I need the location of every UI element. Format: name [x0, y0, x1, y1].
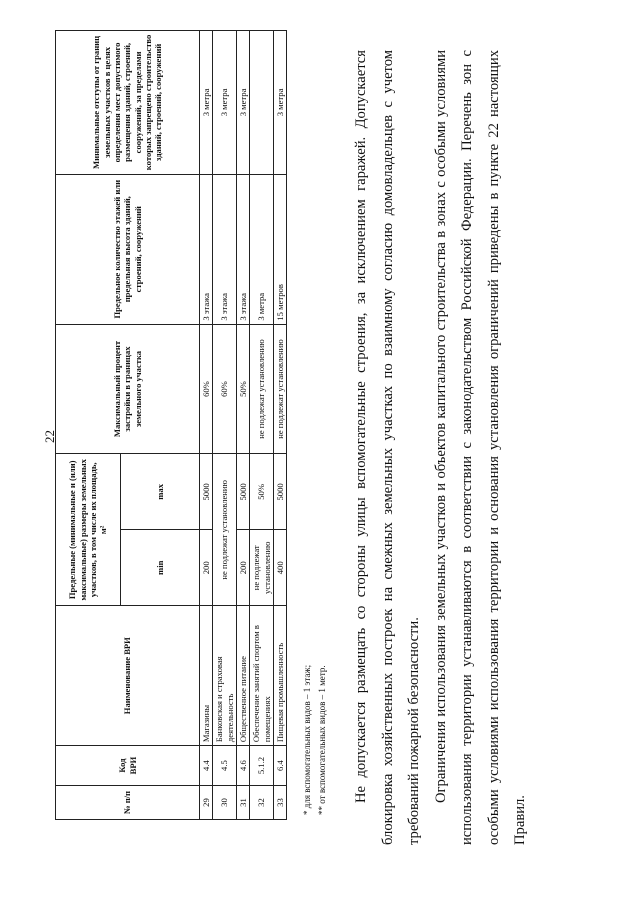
cell-max: 50% [250, 454, 274, 530]
cell-setback [250, 31, 274, 175]
table-row [200, 31, 213, 820]
cell-name: Общественное питание [236, 606, 249, 746]
header-area: Предельные (минимальные и (или) максимальные) размеры земельных участков, в том числе их площадь, м² [56, 454, 121, 606]
cell-percent: не подлежат установлению [273, 324, 286, 454]
cell-percent: не подлежат установлению [250, 324, 274, 454]
cell-floors: 3 этажа [236, 174, 249, 324]
cell-floors: 3 этажа [200, 174, 213, 324]
cell-num: 29 [200, 786, 213, 820]
paragraph: Не допускается размещать со стороны улицы вспомогательные строения, за исключением гаражей. Допускается блокировка хозяйственных построек на смежных земельных участках по взаимному согласию домовладельцев с учетом требований пожарной безопасности. [353, 50, 422, 845]
cell-name: Обеспечение занятий спортом в помещениях [250, 606, 274, 746]
cell-code: 6.4 [273, 746, 286, 786]
header-floors: Предельное количество этажей или предельная высота зданий, строений, сооружений [56, 174, 200, 324]
header-max: max [121, 454, 200, 530]
cell-max: 5000 [200, 454, 213, 530]
footnote: ** от вспомогательных видов – 1 метр. [317, 665, 327, 815]
header-percent: Максимальный процент застройки в границах земельного участка [56, 324, 200, 454]
cell-num: 33 [273, 786, 286, 820]
regulations-table [55, 30, 287, 820]
cell-code: 4.5 [213, 746, 237, 786]
cell-num: 30 [213, 786, 237, 820]
table-row [273, 31, 286, 820]
table-row [236, 31, 249, 820]
cell-floors: 3 этажа [213, 174, 237, 324]
cell-code: 4.4 [200, 746, 213, 786]
header-min: min [121, 530, 200, 606]
table-row [213, 31, 237, 820]
cell-floors: 3 метра [250, 174, 274, 324]
cell-percent: 60% [213, 324, 237, 454]
footnote: * для вспомогательных видов – 1 этаж; [302, 664, 312, 815]
cell-setback: 3 метра [273, 31, 286, 175]
cell-min: 200 [236, 530, 249, 606]
table-footnotes [300, 665, 330, 815]
header-num: № п/п [56, 786, 200, 820]
cell-name: Пищевая промышленность [273, 606, 286, 746]
cell-min: не подлежат установлению [250, 530, 274, 606]
cell-setback: 3 метра [236, 31, 249, 175]
cell-name: Магазины [200, 606, 213, 746]
table-row [250, 31, 274, 820]
cell-percent: 60% [200, 324, 213, 454]
page-number: 22 [42, 430, 57, 443]
cell-min: 400 [273, 530, 286, 606]
cell-area-merged: не подлежат установлению [213, 454, 237, 606]
cell-name: Банковская и страховая деятельность [213, 606, 237, 746]
header-setback: Минимальные отступы от границ земельных участков в целях определения мест допустимого размещения зданий, строений, сооружений, за пределами которых запрещено строительство зданий, строений, сооружений [56, 31, 200, 175]
cell-setback: 3 метра [213, 31, 237, 175]
table-header-row [56, 31, 121, 820]
cell-max: 5000 [273, 454, 286, 530]
cell-floors: 15 метров [273, 174, 286, 324]
cell-num: 32 [250, 786, 274, 820]
cell-min: 200 [200, 530, 213, 606]
cell-code: 4.6 [236, 746, 249, 786]
body-text [348, 50, 534, 845]
cell-code: 5.1.2 [250, 746, 274, 786]
cell-setback: 3 метра [200, 31, 213, 175]
header-name: Наименование ВРИ [56, 606, 200, 746]
cell-percent: 50% [236, 324, 249, 454]
header-code: Код ВРИ [56, 746, 200, 786]
paragraph: Ограничения использования земельных участков и объектов капитального строительства в зонах с особыми условиями использования территории устанавливаются в соответствии с законодательством Российской Федерации. Перечень зон с особыми условиями использования территории и основания установления ограничений приведены в пункте 22 настоящих Правил. [432, 50, 528, 845]
cell-max: 5000 [236, 454, 249, 530]
cell-num: 31 [236, 786, 249, 820]
